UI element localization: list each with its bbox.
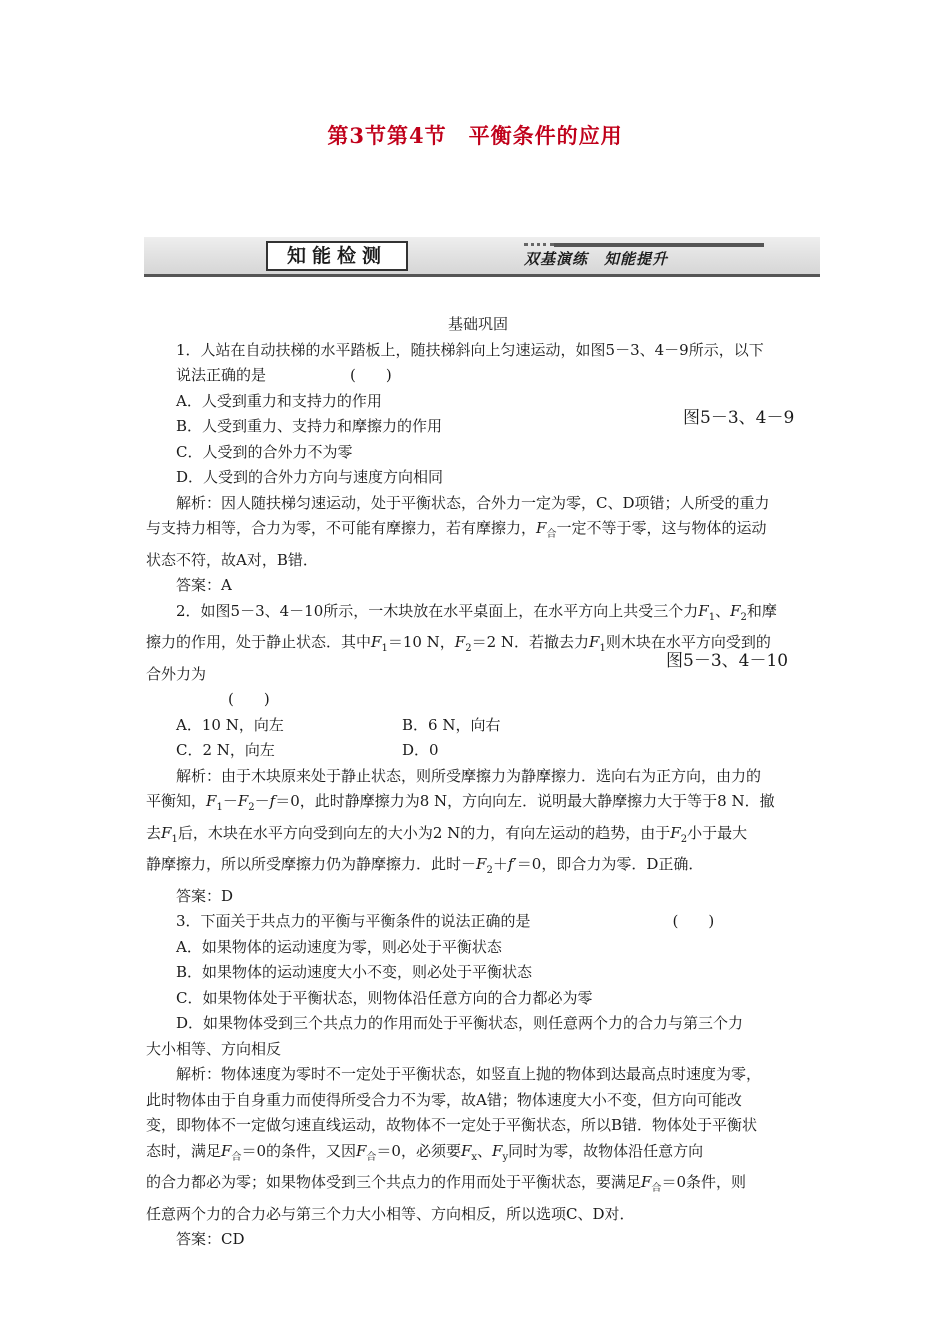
banner-bar-decoration	[554, 243, 764, 247]
q3-stem: 3．下面关于共点力的平衡与平衡条件的说法正确的是 ( )	[146, 909, 810, 935]
q3-analysis-cont: 此时物体由于自身重力而使得所受合力不为零，故A错；物体速度大小不变，但方向可能改	[146, 1090, 742, 1109]
q1-analysis-cont: 与支持力相等，合力为零，不可能有摩擦力，若有摩擦力，$F_合$一定不等于零，这与物体的运动	[146, 519, 767, 540]
q3-option: A．如果物体的运动速度为零，则必处于平衡状态	[176, 937, 502, 956]
q3-analysis: 解析：物体速度为零时不一定处于平衡状态，如竖直上抛的物体到达最高点时速度为零，	[176, 1065, 762, 1083]
q3-option: D．如果物体受到三个共点力的作用而处于平衡状态，则任意两个力的合力与第三个力	[176, 1014, 744, 1032]
page-title: 第3节第4节 平衡条件的应用	[327, 123, 623, 148]
q3-analysis-cont: 的合力都必为零；如果物体受到三个共点力的作用而处于平衡状态，要满足$F_合=0$条件，则	[146, 1173, 746, 1194]
q3-answer: 答案：CD	[176, 1230, 245, 1248]
q1-option: D．人受到的合外力方向与速度方向相同	[176, 468, 444, 486]
q1-answer: 答案：A	[176, 576, 232, 594]
q3-analysis-cont: 态时，满足$F_合=0$的条件，又因$F_合=0$，必须要$F_x$、$F_y$同时为零，故物体沿任意方向	[146, 1141, 704, 1163]
figure-label-1: 图5－3、4－9	[683, 408, 795, 428]
q2-stem: 2．如图5－3、4－10所示，一木块放在水平桌面上，在水平方向上共受三个力$F_1$、$F_2$和摩	[176, 601, 777, 623]
banner-left-label: 知能检测	[266, 241, 408, 271]
q2-answer-paren: ( )	[228, 690, 270, 708]
q1-option: B．人受到重力、支持力和摩擦力的作用	[176, 417, 443, 435]
q2-analysis-cont: 去$F_1$后，木块在水平方向受到向左的大小为2 N的力，有向左运动的趋势，由于$F_2$小于最大	[146, 823, 748, 845]
figure-label-2: 图5－3、4－10	[666, 651, 789, 671]
q2-stem-cont: 合外力为	[146, 664, 207, 683]
q3-analysis-cont: 任意两个力的合力必与第三个力大小相等、方向相反，所以选项C、D对．	[146, 1204, 635, 1223]
q3-option-cont: 大小相等、方向相反	[146, 1039, 282, 1058]
q2-options-row	[146, 713, 810, 739]
q2-option: D．0	[402, 741, 439, 759]
q1-stem: 1．人站在自动扶梯的水平踏板上，随扶梯斜向上匀速运动，如图5－3、4－9所示，以下	[176, 340, 764, 359]
q1-option: A．人受到重力和支持力的作用	[176, 391, 382, 410]
q1-analysis-cont: 状态不符，故A对，B错．	[146, 550, 318, 569]
q2-stem-cont: 擦力的作用，处于静止状态．其中$F_1=10$ N，$F_2=2$ N．若撤去力$F_1$则木块在水平方向受到的	[146, 633, 771, 654]
q2-answer: 答案：D	[176, 886, 234, 905]
q2-option: B．6 N，向右	[402, 715, 501, 734]
q3-analysis-cont: 变，即物体不一定做匀速直线运动，故物体不一定处于平衡状态，所以B错．物体处于平衡状	[146, 1116, 758, 1134]
q2-analysis-cont: 平衡知，$F_1-F_2-f=0$，此时静摩擦力为8 N，方向向左．说明最大静摩擦力大于等于8 N．撤	[146, 792, 775, 813]
section-banner	[144, 237, 820, 277]
q2-analysis: 解析：由于木块原来处于静止状态，则所受摩擦力为静摩擦力．选向右为正方向，由力的	[176, 766, 762, 785]
q2-analysis-cont: 静摩擦力，所以所受摩擦力仍为静摩擦力．此时$-F_2+f'=0$，即合力为零．D正确．	[146, 855, 704, 876]
q2-options-row	[146, 738, 810, 764]
q2-option: C．2 N，向左	[176, 741, 275, 759]
q3-option: B．如果物体的运动速度大小不变，则必处于平衡状态	[176, 963, 533, 981]
q1-stem-cont: 说法正确的是 ( )	[146, 363, 810, 389]
section-heading: 基础巩固	[447, 315, 508, 333]
banner-right-label: 双基演练 知能提升	[524, 250, 669, 268]
document-body	[146, 312, 810, 1253]
q3-option: C．如果物体处于平衡状态，则物体沿任意方向的合力都必为零	[176, 988, 593, 1007]
q1-answer-paren: ( )	[350, 366, 392, 384]
q1-analysis: 解析：因人随扶梯匀速运动，处于平衡状态，合外力一定为零，C、D项错；人所受的重力	[176, 493, 770, 512]
q3-answer-paren: ( )	[672, 912, 715, 930]
q2-option: A．10 N，向左	[176, 715, 284, 734]
q1-option: C．人受到的合外力不为零	[176, 442, 353, 461]
